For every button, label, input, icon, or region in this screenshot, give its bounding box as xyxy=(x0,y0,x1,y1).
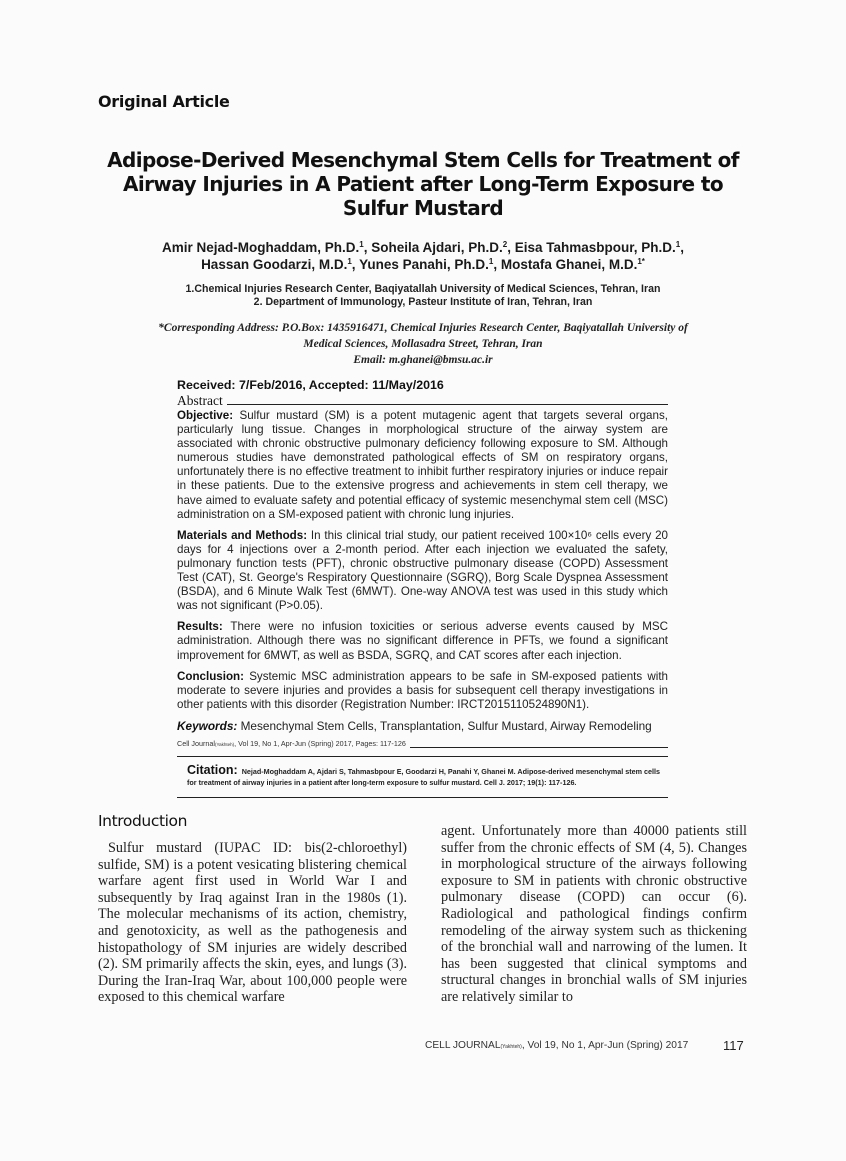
corresponding-address xyxy=(110,320,736,368)
abstract-objective: Objective: Sulfur mustard (SM) is a potent mutagenic agent that targets several organs, particularly lung tissue. Changes in morphological structure of the airway system are associated with chronic obstructive pulmonary deficiency following exposure to SM. Although numerous studies have demonstrated pathological effects of SM on respiratory organs, unfortunately there is no effective treatment to inhibit further respiratory injuries or induce repair in these patients. Due to the extensive progress and achievements in stem cell therapy, we have aimed to evaluate safety and potential efficacy of systemic mesenchymal stem cell (MSC) administration on a SM-exposed patient with chronic lung injuries. xyxy=(177,409,668,521)
abstract-results: Results: There were no infusion toxicities or serious adverse events caused by MSC administration. Although there was no significant difference in PFTs, we found a significant improvement for 6MWT, as well as BSDA, SGRQ, and CAT scores after each injection. xyxy=(177,620,668,662)
abstract-block xyxy=(177,378,668,798)
page-number: 117 xyxy=(723,1038,744,1053)
author: Yunes Panahi, Ph.D.$^1$, xyxy=(359,257,501,272)
divider xyxy=(177,797,668,798)
corresponding-line-1: *Corresponding Address: P.O.Box: 1435916471, Chemical Injuries Research Center, Baqiyatallah University of xyxy=(158,322,688,334)
page-footer-journal: CELL JOURNAL(Yakhteh), Vol 19, No 1, Apr-Jun (Spring) 2017 xyxy=(425,1040,689,1051)
paper-title: Adipose-Derived Mesenchymal Stem Cells for Treatment of Airway Injuries in A Patient after Long-Term Exposure to Sulfur Mustard xyxy=(107,148,739,220)
affiliation-1: 1.Chemical Injuries Research Center, Baqiyatallah University of Medical Sciences, Tehran, Iran xyxy=(185,283,661,295)
received-accepted-dates: Received: 7/Feb/2016, Accepted: 11/May/2016 xyxy=(177,378,444,392)
abstract-heading-row xyxy=(177,393,668,408)
author: Amir Nejad-Moghaddam, Ph.D.$^1$, xyxy=(161,240,372,255)
divider xyxy=(410,747,668,748)
author-list xyxy=(120,239,726,273)
body-column-left: Sulfur mustard (IUPAC ID: bis(2-chloroethyl) sulfide, SM) is a potent vesicating blistering chemical warfare agent first used in World War I and subsequently by Iraq against Iran in the 1980s (1). The molecular mechanisms of its action, chemistry, and genotoxicity, as well as the pathogenesis and histopathology of SM injuries are widely described (2). SM primarily affects the skin, eyes, and lungs (3). During the Iran-Iraq War, about 100,000 people were exposed to this chemical warfare xyxy=(98,840,407,1006)
abstract-heading: Abstract xyxy=(177,393,223,408)
journal-info-line: Cell Journal(Yakhteh), Vol 19, No 1, Apr-Jun (Spring) 2017, Pages: 117-126 xyxy=(177,739,668,750)
keywords: Keywords: Mesenchymal Stem Cells, Transplantation, Sulfur Mustard, Airway Remodeling xyxy=(177,718,652,733)
section-heading-introduction: Introduction xyxy=(98,812,188,830)
divider xyxy=(227,404,668,405)
affiliation-2: 2. Department of Immunology, Pasteur Institute of Iran, Tehran, Iran xyxy=(253,296,593,308)
abstract-conclusion: Conclusion: Systemic MSC administration appears to be safe in SM-exposed patients with moderate to severe injuries and provides a basis for subsequent cell therapy investigations in other patients with this disorder (Registration Number: IRCT2015110524890N1). xyxy=(177,669,668,711)
abstract-methods: Materials and Methods: In this clinical trial study, our patient received 100×10⁶ cells every 20 days for 4 injections over a 2-month period. After each injection we evaluated the safety, pulmonary function tests (PFT), chronic obstructive pulmonary disease (COPD) Assessment Test (CAT), St. George's Respiratory Questionnaire (SGRQ), Borg Scale Dyspnea Assessment (BSDA), and 6 Minute Walk Test (6MWT). One-way ANOVA test was used in this study which was not significant (P>0.05). xyxy=(177,528,668,613)
article-type-label: Original Article xyxy=(98,92,230,111)
corresponding-email[interactable]: Email: m.ghanei@bmsu.ac.ir xyxy=(353,354,493,366)
author: Mostafa Ghanei, M.D.$^{1*}$ xyxy=(500,257,645,272)
affiliations xyxy=(120,283,726,309)
citation-block: Citation: Nejad-Moghaddam A, Ajdari S, Tahmasbpour E, Goodarzi H, Panahi Y, Ghanei M. Adipose-derived mesenchymal stem cells for treatment of airway injuries in a patient after long-term exposure to sulfur mustard. Cell J. 2017; 19(1): 117-126. xyxy=(187,762,660,788)
body-column-right: agent. Unfortunately more than 40000 patients still suffer from the chronic effects of SM (4, 5). Changes in morphological structure of the airways following exposure to SM in patients with chronic obstructive pulmonary disease (COPD) can occur (6). Radiological and pathological findings confirm remodeling of the airway system such as thickening of the bronchial wall and narrowing of the lumen. It has been suggested that clinical symptoms and structural changes in bronchial walls of SM injuries are relatively similar to xyxy=(441,823,747,1005)
author: Hassan Goodarzi, M.D.$^1$, xyxy=(201,257,360,272)
corresponding-line-2: Medical Sciences, Mollasadra Street, Tehran, Iran xyxy=(303,338,543,350)
author: Soheila Ajdari, Ph.D.$^2$, xyxy=(371,240,515,255)
author: Eisa Tahmasbpour, Ph.D.$^1$, xyxy=(514,240,684,255)
